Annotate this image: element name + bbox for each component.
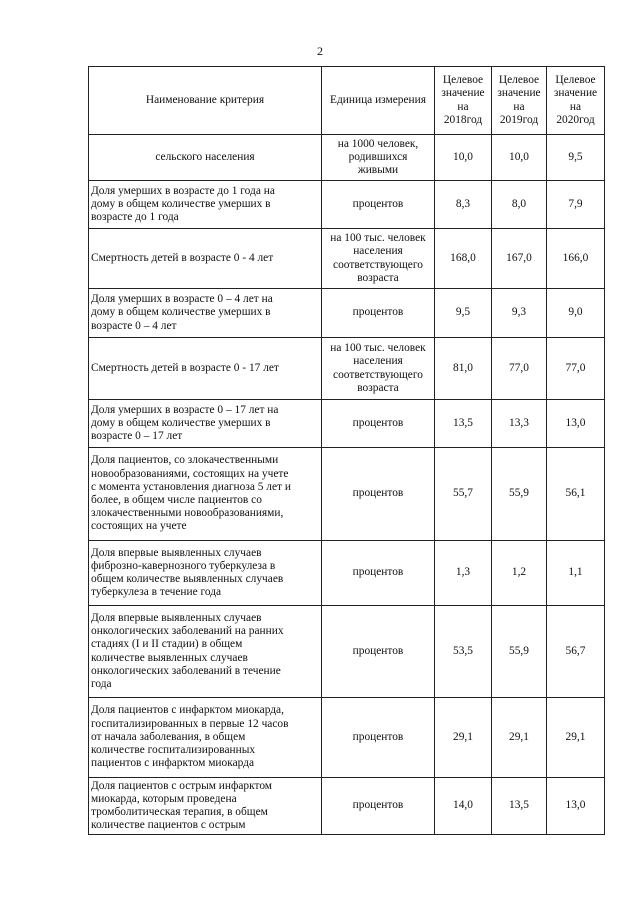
value-2019: 1,2 xyxy=(492,541,547,606)
text-line: количестве госпитализированных xyxy=(91,744,256,757)
text-line: общем количестве выявленных случаев xyxy=(91,573,284,585)
value-2020: 7,9 xyxy=(547,181,605,229)
criterion-name xyxy=(89,606,322,698)
criterion-name xyxy=(89,135,322,181)
text-line: возрасте 0 – 4 лет xyxy=(91,319,177,332)
value-2019: 13,3 xyxy=(492,400,547,448)
table-row xyxy=(89,448,605,541)
criterion-name xyxy=(89,448,322,541)
text-line: сельского населения xyxy=(155,150,255,163)
text-line: дому в общем количестве умерших в xyxy=(91,416,271,429)
text-line: процентов xyxy=(352,306,404,319)
text-line: тромболитическая терапия, в общем xyxy=(91,806,268,818)
header-line: значение xyxy=(553,87,598,100)
text-line: Доля впервые выявленных случаев xyxy=(91,546,262,559)
value-2018: 10,0 xyxy=(435,135,492,181)
text-line: Доля умерших в возрасте до 1 года на xyxy=(91,184,275,197)
text-line: года xyxy=(91,677,112,690)
header-line: 2020год xyxy=(556,113,595,126)
criterion-name xyxy=(89,338,322,400)
text-line: от начала заболевания, в общем xyxy=(91,730,246,743)
text-line: Доля пациентов с инфарктом миокарда, xyxy=(91,704,284,717)
text-line: онкологических заболеваний в течение xyxy=(91,664,281,677)
value-2018: 55,7 xyxy=(435,448,492,541)
text-line: состоящих на учете xyxy=(91,520,187,533)
unit-cell xyxy=(322,606,435,698)
value-2020: 13,0 xyxy=(547,400,605,448)
value-2018: 53,5 xyxy=(435,606,492,698)
text-line: пациентов с инфарктом миокарда xyxy=(91,757,255,770)
header-line: на xyxy=(513,100,525,113)
value-2018: 1,3 xyxy=(435,541,492,606)
text-line: стадиях (I и II стадии) в общем xyxy=(91,638,243,651)
value-2020: 9,5 xyxy=(547,135,605,181)
header-criterion-name: Наименование критерия xyxy=(89,67,322,135)
text-line: живыми xyxy=(357,164,399,177)
text-line: возраста xyxy=(357,271,399,284)
criterion-name xyxy=(89,698,322,778)
text-line: возраста xyxy=(357,381,399,394)
header-target-2019 xyxy=(492,67,547,135)
text-line: возрасте до 1 года xyxy=(91,211,179,224)
table-row xyxy=(89,135,605,181)
text-line: более, в общем числе пациентов со xyxy=(91,494,262,506)
header-line: 2018год xyxy=(443,113,483,126)
text-line: соответствующего xyxy=(333,258,423,271)
value-2020: 77,0 xyxy=(547,338,605,400)
text-line: Доля умерших в возрасте 0 – 17 лет на xyxy=(91,403,279,416)
header-line: Целевое xyxy=(555,74,596,87)
text-line: процентов xyxy=(352,799,404,812)
value-2019: 13,5 xyxy=(492,778,547,835)
text-line: процентов xyxy=(352,487,404,500)
text-line: количестве выявленных случаев xyxy=(91,651,248,664)
header-target-2018 xyxy=(435,67,492,135)
table-row xyxy=(89,229,605,289)
header-unit: Единица измерения xyxy=(322,67,435,135)
table-row xyxy=(89,400,605,448)
text-line: процентов xyxy=(352,416,404,429)
text-line: миокарда, которым проведена xyxy=(91,792,237,805)
text-line: населения xyxy=(353,355,403,368)
text-line: на 100 тыс. человек xyxy=(330,342,426,355)
criterion-name xyxy=(89,181,322,229)
text-line: Доля пациентов, со злокачественными xyxy=(91,454,279,467)
criterion-name xyxy=(89,229,322,289)
value-2020: 13,0 xyxy=(547,778,605,835)
criterion-name xyxy=(89,400,322,448)
unit-cell xyxy=(322,135,435,181)
criteria-table xyxy=(88,66,605,835)
text-line: дому в общем количестве умерших в xyxy=(91,306,271,319)
value-2018: 29,1 xyxy=(435,698,492,778)
text-line: населения xyxy=(353,245,403,258)
value-2020: 166,0 xyxy=(547,229,605,289)
header-line: значение xyxy=(497,87,541,100)
text-line: процентов xyxy=(352,730,404,743)
text-line: Смертность детей в возрасте 0 - 17 лет xyxy=(91,361,279,374)
header-target-2020 xyxy=(547,67,605,135)
value-2019: 10,0 xyxy=(492,135,547,181)
unit-cell xyxy=(322,698,435,778)
value-2020: 9,0 xyxy=(547,289,605,338)
unit-cell xyxy=(322,448,435,541)
table-row xyxy=(89,698,605,778)
header-line: на xyxy=(457,100,469,113)
text-line: процентов xyxy=(352,197,404,210)
table-row xyxy=(89,289,605,338)
value-2018: 81,0 xyxy=(435,338,492,400)
text-line: туберкулеза в течение года xyxy=(91,586,222,599)
value-2020: 56,7 xyxy=(547,606,605,698)
header-line: значение xyxy=(441,87,485,100)
unit-cell xyxy=(322,541,435,606)
table-row xyxy=(89,606,605,698)
text-line: процентов xyxy=(352,644,404,657)
text-line: дому в общем количестве умерших в xyxy=(91,197,271,210)
value-2020: 56,1 xyxy=(547,448,605,541)
header-line: 2019год xyxy=(499,113,539,126)
table-row xyxy=(89,778,605,835)
text-line: новообразованиями, состоящих на учете xyxy=(91,467,289,480)
text-line: госпитализированных в первые 12 часов xyxy=(91,717,289,730)
unit-cell xyxy=(322,778,435,835)
criterion-name xyxy=(89,289,322,338)
unit-cell xyxy=(322,338,435,400)
criterion-name xyxy=(89,778,322,835)
value-2018: 9,5 xyxy=(435,289,492,338)
value-2018: 14,0 xyxy=(435,778,492,835)
value-2019: 8,0 xyxy=(492,181,547,229)
table-row xyxy=(89,181,605,229)
text-line: родившихся xyxy=(348,150,408,163)
value-2018: 168,0 xyxy=(435,229,492,289)
table-row xyxy=(89,541,605,606)
text-line: Доля пациентов с острым инфарктом xyxy=(91,779,273,792)
text-line: возрасте 0 – 17 лет xyxy=(91,430,183,443)
value-2020: 29,1 xyxy=(547,698,605,778)
value-2019: 167,0 xyxy=(492,229,547,289)
value-2019: 55,9 xyxy=(492,448,547,541)
text-line: соответствующего xyxy=(333,368,423,381)
text-line: Смертность детей в возрасте 0 - 4 лет xyxy=(91,251,274,264)
table-row xyxy=(89,338,605,400)
text-line: на 1000 человек, xyxy=(337,137,419,150)
value-2020: 1,1 xyxy=(547,541,605,606)
text-line: количестве пациентов с острым xyxy=(91,819,246,832)
value-2018: 8,3 xyxy=(435,181,492,229)
text-line: процентов xyxy=(352,566,404,579)
value-2019: 55,9 xyxy=(492,606,547,698)
header-line: Целевое xyxy=(498,74,540,87)
text-line: фиброзно-кавернозного туберкулеза в xyxy=(91,559,276,572)
criterion-name xyxy=(89,541,322,606)
text-line: с момента установления диагноза 5 лет и xyxy=(91,480,291,493)
text-line: онкологических заболеваний на ранних xyxy=(91,625,284,638)
value-2019: 77,0 xyxy=(492,338,547,400)
text-line: злокачественными новообразованиями, xyxy=(91,507,284,520)
value-2019: 9,3 xyxy=(492,289,547,338)
unit-cell xyxy=(322,289,435,338)
text-line: Доля впервые выявленных случаев xyxy=(91,611,262,624)
page-number: 2 xyxy=(317,44,323,58)
unit-cell xyxy=(322,400,435,448)
text-line: на 100 тыс. человек xyxy=(330,232,426,245)
unit-cell xyxy=(322,181,435,229)
table-header-row xyxy=(89,67,605,135)
text-line: Доля умерших в возрасте 0 – 4 лет на xyxy=(91,293,273,306)
value-2019: 29,1 xyxy=(492,698,547,778)
unit-cell xyxy=(322,229,435,289)
header-line: на xyxy=(569,100,582,113)
header-line: Целевое xyxy=(442,74,484,87)
value-2018: 13,5 xyxy=(435,400,492,448)
